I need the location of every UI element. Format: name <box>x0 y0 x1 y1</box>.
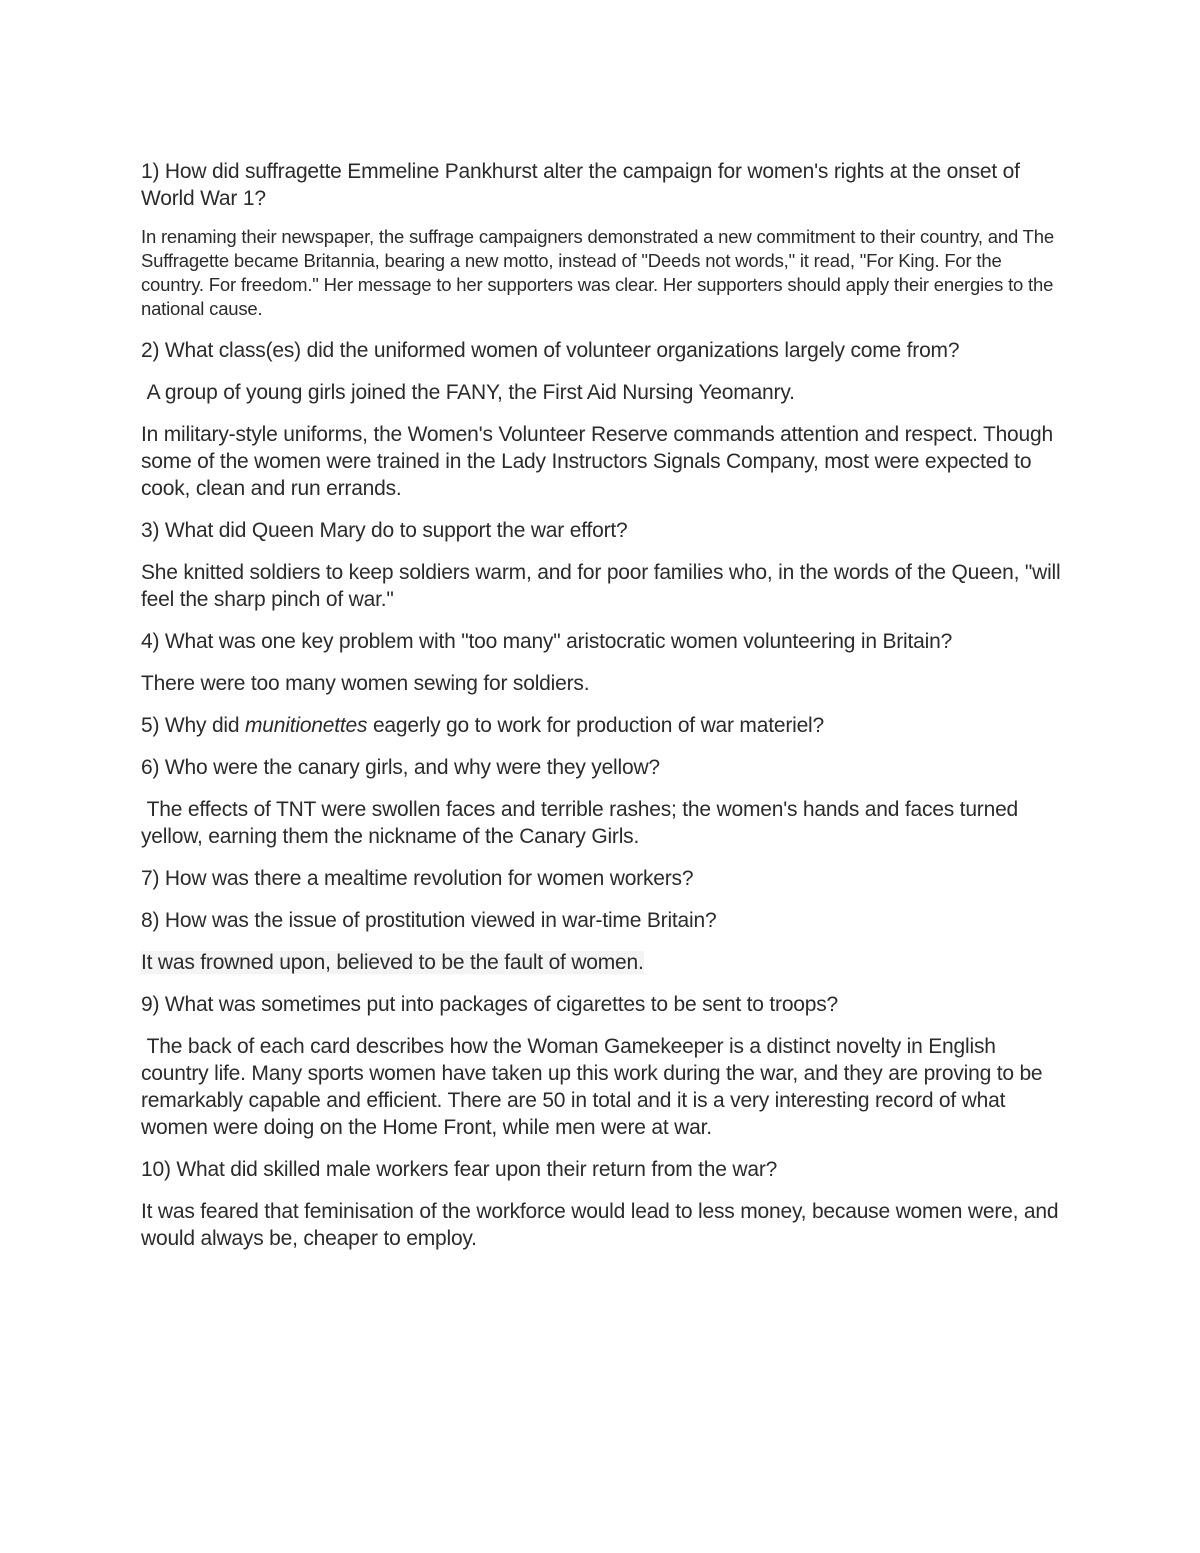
answer-2-fany: A group of young girls joined the FANY, the First Aid Nursing Yeomanry. <box>141 381 795 404</box>
answer-8-text: It was frowned upon, believed to be the fault of women. <box>141 951 644 974</box>
answer-1: In renaming their newspaper, the suffrage campaigners demonstrated a new commitment to their country, and The Suffragette became Britannia, bearing a new motto, instead of "Deeds not words," it read, "For King. For the country. For freedom." Her message to her supporters was clear. Her supporters should apply their energies to the national cause. <box>141 226 1054 319</box>
question-1: 1) How did suffragette Emmeline Pankhurst alter the campaign for women's rights at the onset of World War 1? <box>141 160 1020 210</box>
answer-3: She knitted soldiers to keep soldiers warm, and for poor families who, in the words of the Queen, "will feel the sharp pinch of war." <box>141 561 1061 611</box>
question-5 <box>141 712 1061 739</box>
question-8: 8) How was the issue of prostitution viewed in war-time Britain? <box>141 909 717 932</box>
document-page <box>141 158 1061 1267</box>
question-9: 9) What was sometimes put into packages of cigarettes to be sent to troops? <box>141 993 839 1016</box>
answer-4: There were too many women sewing for soldiers. <box>141 672 590 695</box>
answer-6: The effects of TNT were swollen faces and terrible rashes; the women's hands and faces turned yellow, earning them the nickname of the Canary Girls. <box>141 798 1024 848</box>
question-5-suffix: eagerly go to work for production of war materiel? <box>367 714 825 737</box>
question-5-italic-term: munitionettes <box>245 714 368 737</box>
answer-10: It was feared that feminisation of the workforce would lead to less money, because women were, and would always be, cheaper to employ. <box>141 1200 1059 1250</box>
question-4: 4) What was one key problem with "too many" aristocratic women volunteering in Britain? <box>141 630 953 653</box>
question-7: 7) How was there a mealtime revolution for women workers? <box>141 867 694 890</box>
answer-8 <box>141 949 1061 976</box>
question-10: 10) What did skilled male workers fear upon their return from the war? <box>141 1158 778 1181</box>
question-2: 2) What class(es) did the uniformed women of volunteer organizations largely come from? <box>141 339 960 362</box>
question-6: 6) Who were the canary girls, and why were they yellow? <box>141 756 660 779</box>
answer-9: The back of each card describes how the Woman Gamekeeper is a distinct novelty in English country life. Many sports women have taken up this work during the war, and they are proving to be remarkably capable and efficient. There are 50 in total and it is a very interesting record of what women were doing on the Home Front, while men were at war. <box>141 1035 1049 1139</box>
question-5-prefix: 5) Why did <box>141 714 245 737</box>
answer-2-reserve: In military-style uniforms, the Women's Volunteer Reserve commands attention and respect. Though some of the women were trained in the Lady Instructors Signals Company, most were expected to cook, clean and run errands. <box>141 423 1053 500</box>
question-3: 3) What did Queen Mary do to support the war effort? <box>141 519 628 542</box>
